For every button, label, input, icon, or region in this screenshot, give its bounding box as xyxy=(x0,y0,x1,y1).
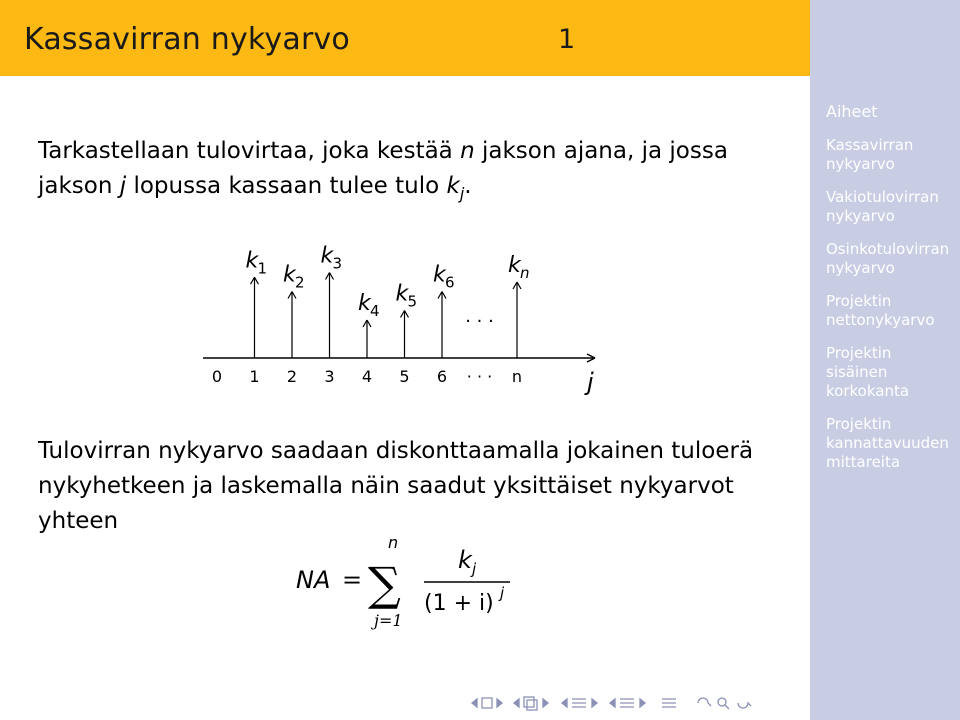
nav-subsection-icon[interactable] xyxy=(524,697,537,710)
tick-label: 2 xyxy=(286,367,298,386)
sidebar-item-projektin-nettonykyarvo[interactable]: Projektin nettonykyarvo xyxy=(826,292,935,329)
nav-subsection-forward-icon[interactable] xyxy=(543,699,548,707)
intro-text: jakson xyxy=(38,173,120,199)
sidebar-item-vakiotulovirran-nykyarvo[interactable]: Vakiotulovirran nykyarvo xyxy=(826,188,939,225)
intro-text: . xyxy=(464,173,472,199)
tick-label: n xyxy=(511,367,523,386)
cashflow-ellipsis: . . . xyxy=(465,306,494,327)
nav-frame-back-icon[interactable] xyxy=(472,699,477,707)
cashflow-label: k xyxy=(283,262,296,288)
page-number: 1 xyxy=(558,24,576,55)
cashflow-label-subscript: 1 xyxy=(257,259,268,278)
nav-section-icon[interactable] xyxy=(572,699,586,707)
sidebar-item-projektin-sisainen-korkokanta[interactable]: Projektin sisäinen korkokanta xyxy=(826,344,910,400)
intro-text: jakson ajana, ja jossa xyxy=(474,138,728,164)
numerator-k: k xyxy=(458,546,472,574)
cashflow-label-subscript: 6 xyxy=(445,273,455,292)
nav-presentation-back-icon[interactable] xyxy=(610,699,615,707)
sum-upper-limit: n xyxy=(388,533,399,552)
formula-lhs: NA xyxy=(296,566,331,594)
nav-search-forward-icon[interactable] xyxy=(738,703,751,708)
var-n: n xyxy=(460,138,475,164)
explanation-line: yhteen xyxy=(38,508,119,534)
cashflow-label-subscript: 4 xyxy=(370,302,380,320)
nav-frame-forward-icon[interactable] xyxy=(497,699,502,707)
var-j-subscript: j xyxy=(459,183,465,203)
present-value-formula xyxy=(290,530,550,640)
sidebar-heading[interactable]: Aiheet xyxy=(826,102,878,121)
cashflow-label: k xyxy=(245,248,259,274)
sigma-symbol: ∑ xyxy=(368,557,401,611)
sidebar-list xyxy=(826,136,960,486)
var-j: j xyxy=(119,173,127,199)
nav-section-back-icon[interactable] xyxy=(562,699,567,707)
intro-paragraph xyxy=(38,134,798,211)
tick-label: 4 xyxy=(361,367,373,386)
denominator: (1 + i) xyxy=(424,591,494,616)
axis-label: j xyxy=(587,368,594,396)
nav-subsection-back-icon[interactable] xyxy=(514,699,519,707)
cashflow-label-subscript: n xyxy=(520,264,530,282)
cashflow-label: k xyxy=(320,243,334,269)
nav-frame-icon[interactable] xyxy=(482,698,492,708)
explanation-paragraph xyxy=(38,434,798,539)
tick-label: 0 xyxy=(211,367,223,386)
beamer-navigation xyxy=(466,693,806,713)
cashflow-label-subscript: 3 xyxy=(332,254,343,273)
cashflow-timeline xyxy=(195,230,615,405)
cashflow-label-subscript: 5 xyxy=(407,292,418,311)
nav-search-back-icon[interactable] xyxy=(698,698,711,706)
cashflow-label: k xyxy=(508,253,521,278)
nav-presentation-forward-icon[interactable] xyxy=(640,699,645,707)
intro-text: lopussa kassaan tulee tulo xyxy=(126,173,447,199)
var-k: k xyxy=(446,173,460,199)
cashflow-label: k xyxy=(395,281,409,307)
tick-label: 1 xyxy=(249,367,260,386)
tick-label: 5 xyxy=(399,367,410,386)
slide-title: Kassavirran nykyarvo xyxy=(24,22,350,57)
nav-search-icon[interactable] xyxy=(718,698,729,709)
intro-text: Tarkastellaan tulovirtaa, joka kestää xyxy=(38,138,461,164)
numerator-subscript: j xyxy=(472,560,477,578)
formula-equals: = xyxy=(342,566,363,594)
cashflow-label: k xyxy=(433,262,446,288)
cashflow-label-subscript: 2 xyxy=(295,273,305,292)
explanation-line: nykyhetkeen ja laskemalla näin saadut yksittäiset nykyarvot xyxy=(38,473,734,499)
tick-label: 6 xyxy=(436,367,448,386)
denominator-exponent: j xyxy=(500,584,505,602)
sidebar xyxy=(810,0,960,720)
sum-lower-limit: j=1 xyxy=(374,611,403,630)
cashflow-label: k xyxy=(358,291,371,316)
sidebar-item-projektin-kannattavuuden-mittareita[interactable]: Projektin kannattavuuden mittareita xyxy=(826,415,949,471)
tick-label: · · · xyxy=(466,367,493,386)
nav-appendix-icon[interactable] xyxy=(662,699,676,707)
nav-presentation-icon[interactable] xyxy=(620,699,634,707)
title-bar xyxy=(0,0,810,76)
nav-section-forward-icon[interactable] xyxy=(592,699,597,707)
tick-label: 3 xyxy=(324,367,335,386)
sidebar-item-osinkotulovirran-nykyarvo[interactable]: Osinkotulovirran nykyarvo xyxy=(826,240,950,277)
explanation-line: Tulovirran nykyarvo saadaan diskonttaamalla jokainen tuloerä xyxy=(38,438,754,464)
sidebar-item-kassavirran-nykyarvo[interactable]: Kassavirran nykyarvo xyxy=(826,136,914,173)
